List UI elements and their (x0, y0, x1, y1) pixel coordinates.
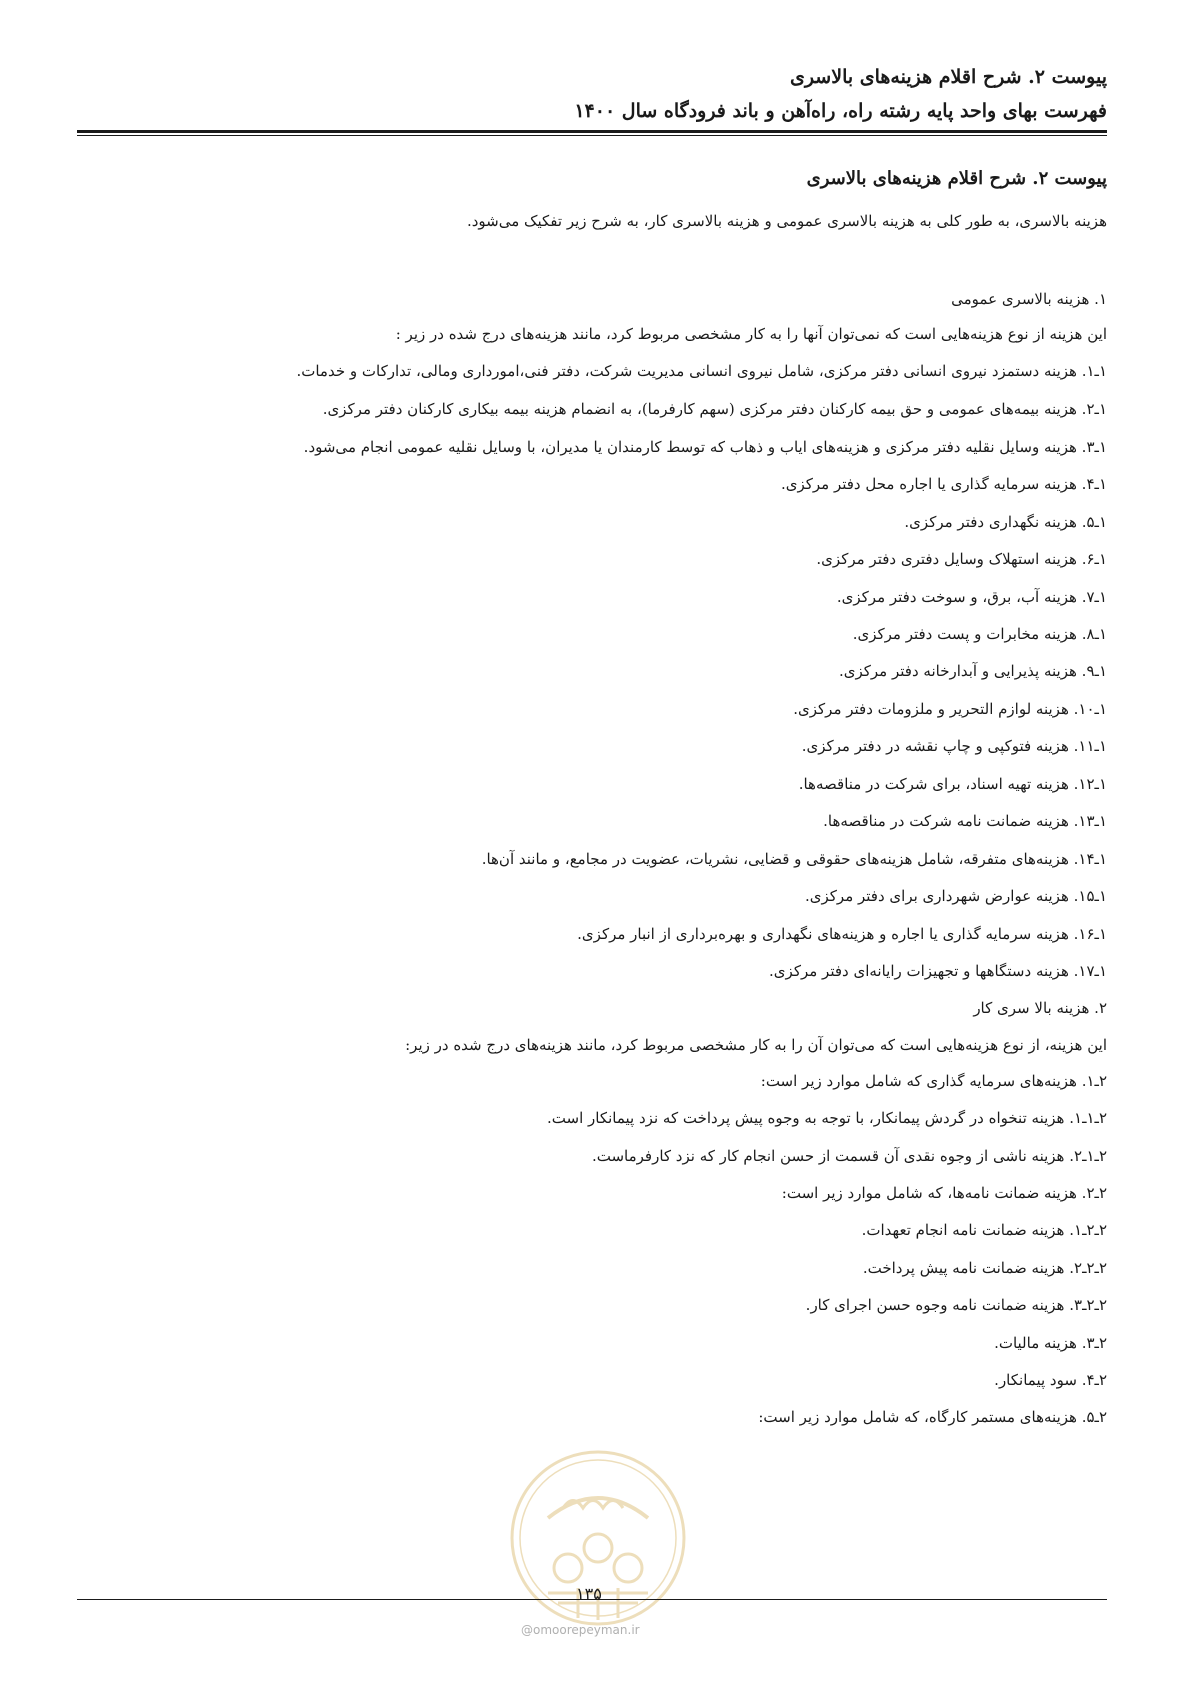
footer-website: @omoorepeyman.ir (521, 1623, 640, 1637)
page-header (77, 60, 1107, 128)
text-line: ۱ـ۱۲. هزینه تهیه اسناد، برای شرکت در مناقصه‌ها. (798, 775, 1107, 793)
text-line: ۲ـ۲ـ۲. هزینه ضمانت نامه پیش پرداخت. (862, 1259, 1107, 1277)
header-rule-thick (77, 130, 1107, 133)
text-line: ۲ـ۲. هزینه ضمانت نامه‌ها، که شامل موارد زیر است: (781, 1184, 1107, 1202)
section-title: پیوست ۲. شرح اقلام هزینه‌های بالاسری (806, 168, 1107, 189)
text-line: ۲ـ۱. هزینه‌های سرمایه گذاری که شامل موارد زیر است: (760, 1072, 1107, 1090)
intro-paragraph: هزینه بالاسری، به طور کلی به هزینه بالاسری عمومی و هزینه بالاسری کار، به شرح زیر تفکیک می‌شود. (466, 212, 1107, 230)
text-line: ۱ـ۷. هزینه آب، برق، و سوخت دفتر مرکزی. (836, 588, 1107, 606)
text-line: ۱ـ۵. هزینه نگهداری دفتر مرکزی. (904, 513, 1107, 531)
text-line: ۱ـ۱۵. هزینه عوارض شهرداری برای دفتر مرکزی. (805, 887, 1107, 905)
text-line: ۱ـ۱۶. هزینه سرمایه گذاری یا اجاره و هزینه‌های نگهداری و بهره‌برداری از انبار مرکزی. (577, 925, 1107, 943)
header-subtitle: فهرست بهای واحد پایه رشته راه، راه‌آهن و باند فرودگاه سال ۱۴۰۰ (574, 100, 1107, 122)
text-line: ۱. هزینه بالاسری عمومی (951, 290, 1107, 308)
text-line: این هزینه از نوع هزینه‌هایی است که نمی‌توان آنها را به کار مشخصی مربوط کرد، مانند هزینه‌های درج شده در زیر : (395, 325, 1107, 343)
text-line: ۱ـ۱۳. هزینه ضمانت نامه شرکت در مناقصه‌ها. (823, 812, 1107, 830)
text-line: ۱ـ۳. هزینه وسایل نقلیه دفتر مرکزی و هزینه‌های ایاب و ذهاب که توسط کارمندان یا مدیران، با وسایل نقلیه عمومی انجام می‌شود. (303, 438, 1107, 456)
text-line: ۱ـ۹. هزینه پذیرایی و آبدارخانه دفتر مرکزی. (838, 662, 1107, 680)
text-line: این هزینه، از نوع هزینه‌هایی است که می‌توان آن را به کار مشخصی مربوط کرد، مانند هزینه‌های درج شده در زیر: (405, 1036, 1107, 1054)
text-line: ۱ـ۱۷. هزینه دستگاهها و تجهیزات رایانه‌ای دفتر مرکزی. (769, 962, 1107, 980)
page-number: ۱۳۵ (576, 1584, 602, 1603)
text-line: ۱ـ۱۱. هزینه فتوکپی و چاپ نقشه در دفتر مرکزی. (801, 737, 1107, 755)
text-line: ۲ـ۴. سود پیمانکار. (994, 1371, 1107, 1389)
text-line: ۲ـ۵. هزینه‌های مستمر کارگاه، که شامل موارد زیر است: (758, 1408, 1107, 1426)
text-line: ۱ـ۱۴. هزینه‌های متفرقه، شامل هزینه‌های حقوقی و قضایی، نشریات، عضویت در مجامع، و مانند آن‌ها. (481, 850, 1107, 868)
text-line: ۱ـ۲. هزینه بیمه‌های عمومی و حق بیمه کارکنان دفتر مرکزی (سهم کارفرما)، به انضمام هزینه بیمه بیکاری کارکنان دفتر مرکزی. (322, 400, 1107, 418)
text-line: ۱ـ۶. هزینه استهلاک وسایل دفتری دفتر مرکزی. (816, 550, 1107, 568)
text-line: ۲ـ۱ـ۱. هزینه تنخواه در گردش پیمانکار، با توجه به وجوه پیش پرداخت که نزد پیمانکار است. (547, 1109, 1107, 1127)
text-line: ۲ـ۱ـ۲. هزینه ناشی از وجوه نقدی آن قسمت از حسن انجام کار که نزد کارفرماست. (591, 1147, 1107, 1165)
header-title: پیوست ۲. شرح اقلام هزینه‌های بالاسری (789, 66, 1107, 88)
text-line: ۲ـ۳. هزینه مالیات. (994, 1334, 1107, 1352)
text-line: ۱ـ۸. هزینه مخابرات و پست دفتر مرکزی. (852, 625, 1107, 643)
text-line: ۱ـ۱. هزینه دستمزد نیروی انسانی دفتر مرکزی، شامل نیروی انسانی مدیریت شرکت، دفتر فنی،امورداری ومالی، تدارکات و خدمات. (296, 362, 1107, 380)
text-line: ۱ـ۱۰. هزینه لوازم التحریر و ملزومات دفتر مرکزی. (793, 700, 1107, 718)
text-line: ۲ـ۲ـ۱. هزینه ضمانت نامه انجام تعهدات. (861, 1221, 1107, 1239)
text-line: ۱ـ۴. هزینه سرمایه گذاری یا اجاره محل دفتر مرکزی. (780, 475, 1107, 493)
text-line: ۲. هزینه بالا سری کار (973, 999, 1107, 1017)
text-line: ۲ـ۲ـ۳. هزینه ضمانت نامه وجوه حسن اجرای کار. (805, 1296, 1107, 1314)
header-rule-thin (77, 135, 1107, 136)
